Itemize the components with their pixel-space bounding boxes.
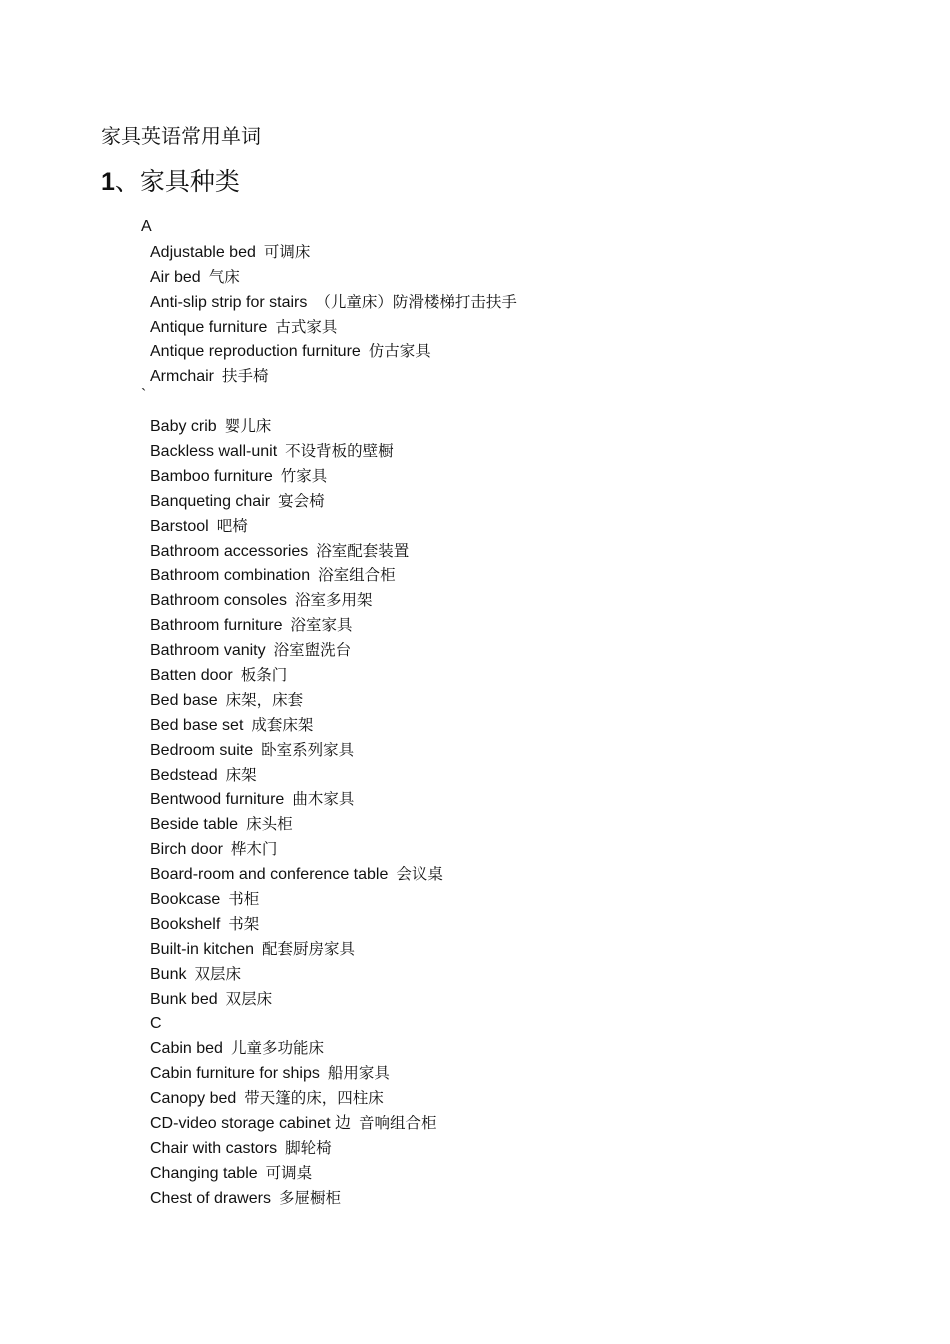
english-term: Bed base	[150, 691, 218, 709]
english-term: Bed base set	[150, 716, 244, 734]
vocabulary-entry	[0, 613, 950, 638]
chinese-term: 浴室多用架	[294, 591, 373, 610]
chinese-term: 曲木家具	[292, 790, 355, 809]
chinese-term: 双层床	[194, 964, 241, 983]
chinese-term: 成套床架	[251, 715, 314, 734]
vocabulary-entry	[0, 339, 950, 364]
english-term: Backless wall-unit	[150, 443, 278, 461]
english-term: Bathroom accessories	[150, 542, 309, 560]
english-term: Built-in kitchen	[150, 940, 255, 958]
chinese-term: 竹家具	[280, 466, 328, 485]
vocabulary-entry	[0, 364, 950, 389]
chinese-term: 可调床	[263, 242, 311, 261]
chinese-term: 婴儿床	[224, 417, 272, 436]
chinese-term: 宴会椅	[278, 491, 325, 510]
english-term: CD-video storage cabinet 边	[150, 1115, 351, 1133]
chinese-term: 浴室组合柜	[318, 566, 396, 585]
vocabulary-entry	[0, 1061, 950, 1086]
english-term: Cabin bed	[150, 1040, 223, 1058]
chinese-term: 浴室家具	[290, 616, 353, 635]
vocabulary-entry	[0, 489, 950, 514]
chinese-term: 书架	[228, 914, 260, 933]
english-term: Bathroom vanity	[150, 642, 266, 660]
vocabulary-entry	[0, 688, 950, 713]
english-term: Bedroom suite	[150, 741, 254, 759]
english-term: Antique furniture	[150, 318, 268, 336]
english-term: Changing table	[150, 1164, 258, 1182]
chinese-term: 配套厨房家具	[262, 939, 356, 958]
english-term: Bathroom consoles	[150, 592, 287, 610]
vocabulary-entry	[0, 862, 950, 887]
english-term: Chair with castors	[150, 1139, 278, 1157]
chinese-term: （儿童床）防滑楼梯打击扶手	[315, 292, 517, 311]
vocabulary-entry	[0, 588, 950, 613]
vocabulary-entry	[0, 1036, 950, 1061]
english-term: Banqueting chair	[150, 492, 271, 510]
vocabulary-entry	[0, 763, 950, 788]
vocabulary-entry	[0, 713, 950, 738]
chinese-term: 扶手椅	[222, 367, 269, 386]
vocabulary-entry	[0, 1161, 950, 1186]
vocabulary-entry	[0, 563, 950, 588]
vocabulary-entry	[0, 638, 950, 663]
vocabulary-entry	[0, 514, 950, 539]
vocabulary-entry	[0, 962, 950, 987]
chinese-term: 气床	[208, 267, 240, 286]
chinese-term: 床头柜	[246, 815, 293, 834]
vocabulary-entry	[0, 787, 950, 812]
english-term: Batten door	[150, 667, 233, 685]
vocabulary-entry	[0, 1111, 950, 1136]
vocabulary-entry	[0, 1086, 950, 1111]
chinese-term: 多屉橱柜	[278, 1188, 341, 1207]
vocabulary-entry	[0, 315, 950, 340]
english-term: Canopy bed	[150, 1090, 237, 1108]
chinese-term: 儿童多功能床	[230, 1039, 324, 1058]
chinese-term: 会议桌	[396, 865, 443, 884]
english-term: Bookcase	[150, 891, 221, 909]
english-term: Bunk	[150, 965, 187, 983]
stray-mark: `	[141, 387, 147, 405]
vocabulary-entry	[0, 240, 950, 265]
english-term: Anti-slip strip for stairs	[150, 293, 308, 311]
chinese-term: 床架	[225, 765, 257, 784]
vocabulary-entry	[0, 290, 950, 315]
english-term: Chest of drawers	[150, 1189, 271, 1207]
english-term: Adjustable bed	[150, 243, 256, 261]
chinese-term: 可调桌	[265, 1163, 313, 1182]
vocabulary-entry	[0, 812, 950, 837]
english-term: Bentwood furniture	[150, 791, 285, 809]
chinese-term: 浴室盥洗台	[273, 641, 352, 660]
section-number: 1	[101, 168, 115, 196]
chinese-term: 书柜	[228, 890, 260, 909]
vocabulary-entry	[0, 937, 950, 962]
vocabulary-entry	[0, 987, 950, 1012]
vocabulary-entry	[0, 738, 950, 763]
chinese-term: 带天篷的床，四柱床	[244, 1089, 384, 1108]
english-term: Bathroom furniture	[150, 617, 283, 635]
letter-heading: C	[150, 1014, 162, 1032]
chinese-term: 吧椅	[216, 516, 248, 535]
chinese-term: 音响组合柜	[359, 1114, 437, 1133]
english-term: Birch door	[150, 841, 223, 859]
english-term: Antique reproduction furniture	[150, 343, 361, 361]
english-term: Air bed	[150, 268, 201, 286]
english-term: Barstool	[150, 517, 209, 535]
english-term: Bamboo furniture	[150, 467, 273, 485]
vocabulary-list	[0, 215, 950, 1211]
vocabulary-entry	[0, 464, 950, 489]
english-term: Cabin furniture for ships	[150, 1065, 320, 1083]
chinese-term: 不设背板的壁橱	[285, 442, 394, 461]
vocabulary-entry	[0, 837, 950, 862]
vocabulary-entry	[0, 663, 950, 688]
english-term: Armchair	[150, 368, 215, 386]
vocabulary-entry	[0, 439, 950, 464]
english-term: Beside table	[150, 816, 239, 834]
chinese-term: 卧室系列家具	[261, 740, 355, 759]
english-term: Bathroom combination	[150, 567, 311, 585]
letter-heading: A	[141, 218, 152, 235]
chinese-term: 古式家具	[275, 317, 338, 336]
english-term: Baby crib	[150, 418, 217, 436]
chinese-term: 船用家具	[327, 1064, 390, 1083]
section-title: 家具种类	[139, 167, 240, 196]
vocabulary-entry	[0, 414, 950, 439]
english-term: Board-room and conference table	[150, 866, 389, 884]
english-term: Bunk bed	[150, 990, 218, 1008]
english-term: Bedstead	[150, 766, 218, 784]
document-title: 家具英语常用单词	[101, 124, 261, 148]
vocabulary-entry	[0, 887, 950, 912]
chinese-term: 桦木门	[230, 840, 278, 859]
chinese-term: 板条门	[240, 666, 288, 685]
chinese-term: 脚轮椅	[285, 1138, 332, 1157]
section-separator: 、	[114, 167, 140, 196]
chinese-term: 双层床	[225, 989, 273, 1008]
vocabulary-entry	[0, 1186, 950, 1211]
vocabulary-entry	[0, 1136, 950, 1161]
english-term: Bookshelf	[150, 915, 221, 933]
vocabulary-entry	[0, 912, 950, 937]
chinese-term: 床架，床套	[225, 690, 304, 709]
vocabulary-entry	[0, 539, 950, 564]
vocabulary-entry	[0, 265, 950, 290]
chinese-term: 仿古家具	[368, 342, 431, 361]
chinese-term: 浴室配套装置	[316, 541, 410, 560]
section-heading	[101, 165, 240, 200]
